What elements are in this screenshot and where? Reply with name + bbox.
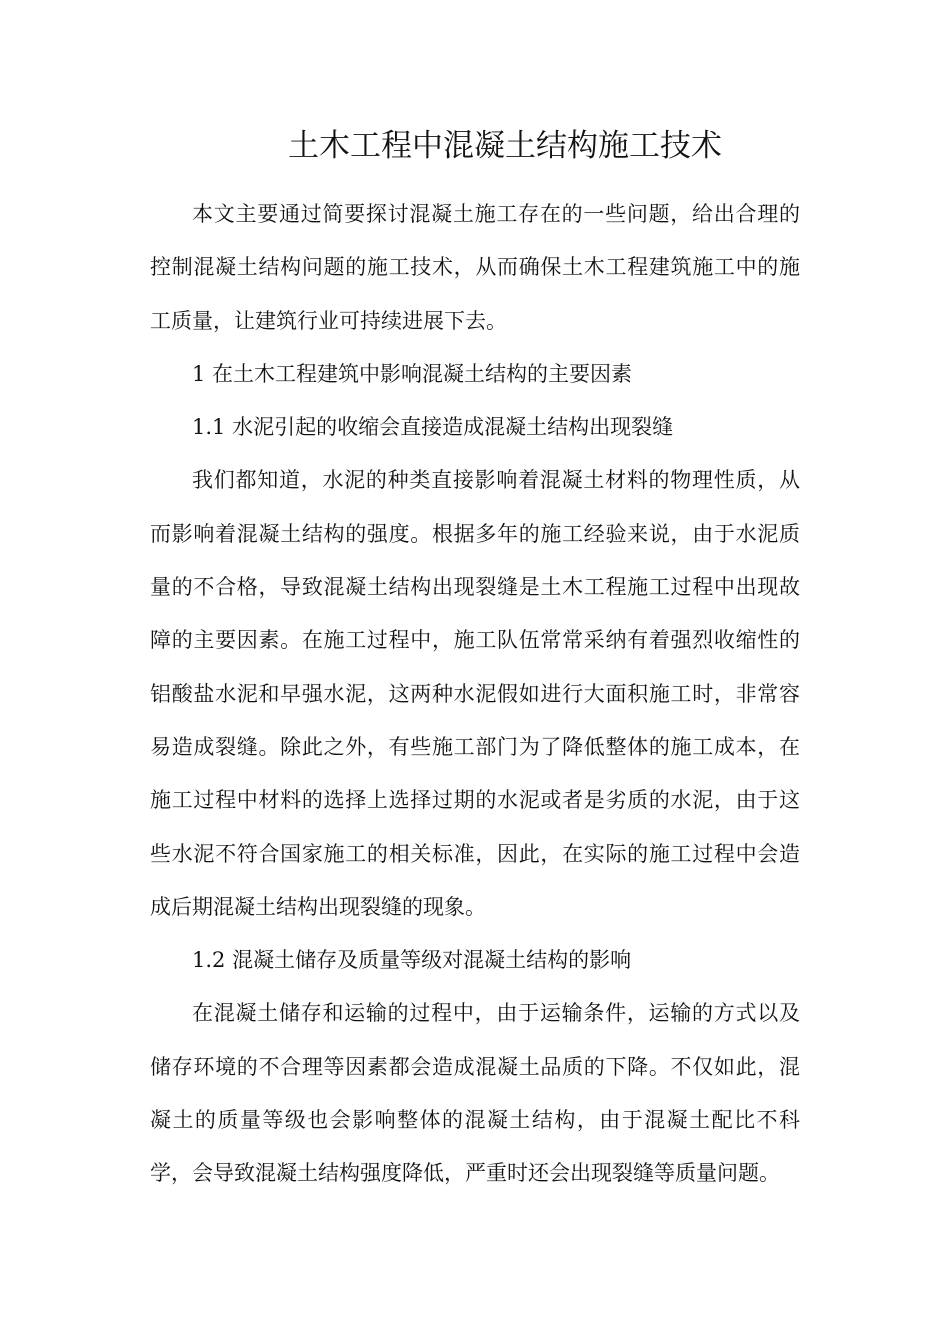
paragraph: 我们都知道，水泥的种类直接影响着混凝土材料的物理性质，从而影响着混凝土结构的强度。根据多年的施工经验来说，由于水泥质量的不合格，导致混凝土结构出现裂缝是土木工程施工过程中出现故障的主要因素。在施工过程中，施工队伍常常采纳有着强烈收缩性的铝酸盐水泥和早强水泥，这两种水泥假如进行大面积施工时，非常容易造成裂缝。除此之外，有些施工部门为了降低整体的施工成本，在施工过程中材料的选择上选择过期的水泥或者是劣质的水泥，由于这些水泥不符合国家施工的相关标准，因此，在实际的施工过程中会造成后期混凝土结构出现裂缝的现象。 <box>150 468 800 919</box>
paragraph: 在混凝土储存和运输的过程中，由于运输条件，运输的方式以及储存环境的不合理等因素都会造成混凝土品质的下降。不仅如此，混凝土的质量等级也会影响整体的混凝土结构，由于混凝土配比不科学，会导致混凝土结构强度降低，严重时还会出现裂缝等质量问题。 <box>150 1001 800 1186</box>
paragraph: 本文主要通过简要探讨混凝土施工存在的一些问题，给出合理的控制混凝土结构问题的施工技术，从而确保土木工程建筑施工中的施工质量，让建筑行业可持续进展下去。 <box>150 202 800 333</box>
section-heading: 1 在土木工程建筑中影响混凝土结构的主要因素 <box>192 361 633 386</box>
document-title: 土木工程中混凝土结构施工技术 <box>288 128 722 164</box>
subsection-heading: 1.2 混凝土储存及质量等级对混凝土结构的影响 <box>192 948 632 973</box>
document-body <box>150 188 800 1201</box>
subsection-heading: 1.1 水泥引起的收缩会直接造成混凝土结构出现裂缝 <box>192 415 674 440</box>
